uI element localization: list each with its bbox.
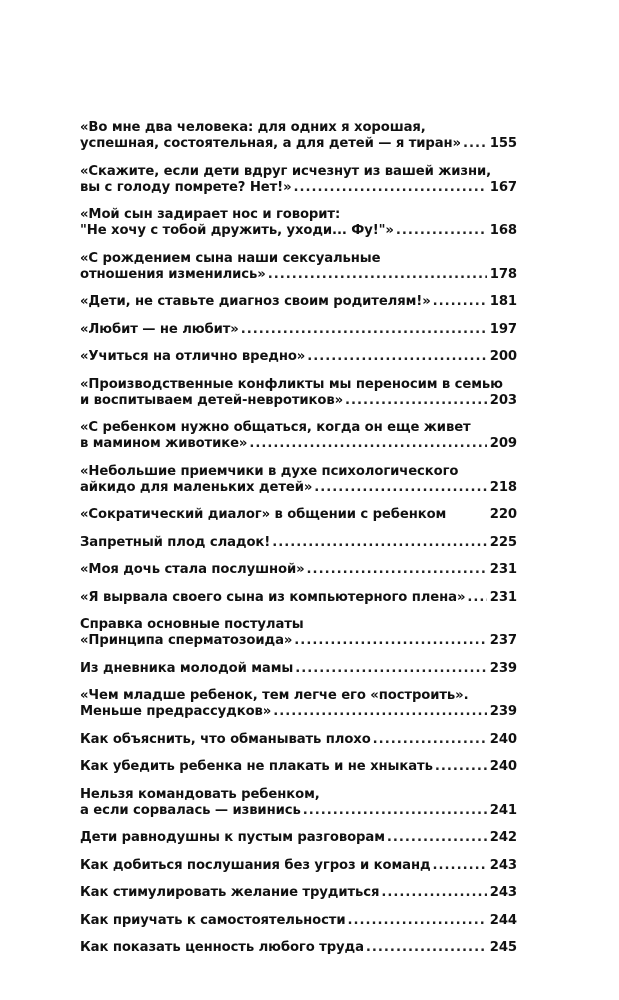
toc-entry	[80, 420, 517, 452]
dot-leader	[241, 322, 487, 338]
toc-page-number: 209	[489, 436, 517, 451]
toc-entry-title-line: Дети равнодушны к пустым разговорам	[80, 830, 385, 845]
dot-leader	[314, 480, 487, 496]
toc-entry	[80, 294, 517, 310]
toc-entry-title-line: отношения изменились»	[80, 266, 266, 282]
toc-page-number: 243	[489, 885, 517, 900]
dot-leader	[294, 633, 486, 649]
dot-leader	[381, 885, 486, 901]
toc-entry	[80, 830, 517, 846]
toc-page-number: 240	[489, 731, 517, 747]
toc-entry-title-line: Меньше предрассудков»	[80, 704, 272, 719]
toc-entry	[80, 940, 517, 956]
toc-entry-title-line: в мамином животике»	[80, 436, 248, 451]
toc-entry-title-line: и воспитываем детей-невротиков»	[80, 392, 343, 408]
toc-entry-title-line: Нельзя командовать ребенком,	[80, 786, 320, 802]
dot-leader	[273, 704, 487, 720]
dot-leader	[295, 661, 487, 677]
toc-entry-title-line: «Учиться на отлично вредно»	[80, 349, 306, 364]
toc-entry-title-line: "Не хочу с тобой дружить, уходи... Фу!"»	[80, 223, 394, 238]
toc-entry-title-line: «С рождением сына наши сексуальные	[80, 250, 381, 266]
toc-entry	[80, 507, 517, 523]
toc-entry-title-line: «Чем младше ребенок, тем легче его «построить».	[80, 688, 469, 703]
toc-page-number: 200	[489, 349, 517, 364]
toc-page-number: 203	[489, 392, 517, 408]
toc-entry-title-line: успешная, состоятельная, а для детей — я тиран»	[80, 136, 461, 151]
toc-entry	[80, 858, 517, 874]
dot-leader	[294, 180, 487, 196]
toc-entry	[80, 688, 517, 720]
dot-leader	[272, 535, 487, 551]
toc-entry-title-line: Как стимулировать желание трудиться	[80, 885, 380, 900]
toc-page-number: 178	[489, 266, 517, 282]
toc-entry	[80, 787, 517, 819]
toc-page-number: 197	[489, 321, 517, 337]
toc-entry-title-line: «С ребенком нужно общаться, когда он еще живет	[80, 420, 471, 435]
toc-entry	[80, 562, 517, 578]
toc-entry-title-line: Справка основные постулаты	[80, 617, 304, 632]
dot-leader	[347, 913, 486, 929]
toc-entry	[80, 322, 517, 338]
toc-entry-title-line: а если сорвалась — извинись	[80, 802, 301, 818]
toc-entry-title-line: «Мой сын задирает нос и говорит:	[80, 207, 341, 222]
toc-entry-title-line: Запретный плод сладок!	[80, 534, 271, 550]
dot-leader	[433, 858, 487, 874]
toc-entry-title-line: «Производственные конфликты мы переносим в семью	[80, 376, 503, 392]
toc-entry-title-line: «Скажите, если дети вдруг исчезнут из вашей жизни,	[80, 163, 491, 179]
toc-entry	[80, 732, 517, 748]
toc-entry-title-line: Как добиться послушания без угроз и команд	[80, 857, 431, 873]
toc-page-number: 241	[489, 802, 517, 818]
toc-entry-title-line: «Небольшие приемчики в духе психологического	[80, 463, 459, 479]
toc-entry	[80, 535, 517, 551]
toc-entry-title-line: Как объяснить, что обманывать плохо	[80, 731, 371, 747]
toc-entry	[80, 207, 517, 239]
toc-page-number: 242	[489, 830, 517, 845]
toc-page-number: 240	[489, 759, 517, 774]
toc-entry-title-line: «Я вырвала своего сына из компьютерного плена»	[80, 589, 466, 605]
toc-entry-title-line: Как приучать к самостоятельности	[80, 912, 346, 928]
toc-page-number: 231	[489, 589, 517, 605]
toc-page-number: 218	[489, 479, 517, 495]
toc-entry	[80, 913, 517, 929]
toc-entry-title-line: Как убедить ребенка не плакать и не хныкать	[80, 759, 433, 774]
toc-entry	[80, 120, 517, 152]
dot-leader	[396, 223, 487, 239]
toc-entry	[80, 661, 517, 677]
toc-entry-title-line: «Дети, не ставьте диагноз своим родителям!»	[80, 294, 431, 309]
toc-page-number: 244	[489, 912, 517, 928]
toc-entry-title-line: «Моя дочь стала послушной»	[80, 562, 305, 577]
dot-leader	[373, 732, 487, 748]
toc-entry	[80, 349, 517, 365]
dot-leader	[307, 562, 487, 578]
toc-page-number: 220	[489, 507, 517, 522]
toc-entry-title-line: вы с голоду помрете? Нет!»	[80, 179, 292, 195]
toc-entry-title-line: «Во мне два человека: для одних я хорошая,	[80, 120, 426, 135]
toc-page-number: 168	[489, 223, 517, 238]
toc-page-number: 225	[489, 534, 517, 550]
toc-page-number: 237	[489, 633, 517, 648]
toc-entry-title-line: «Принципа сперматозоида»	[80, 633, 293, 648]
toc-entry	[80, 617, 517, 649]
toc-entry-title-line: «Сократический диалог» в общении с ребенком	[80, 507, 447, 522]
dot-leader	[249, 436, 486, 452]
toc-entry	[80, 164, 517, 196]
dot-leader	[366, 940, 487, 956]
toc-page-number: 245	[489, 940, 517, 955]
toc-page-number: 155	[489, 136, 517, 151]
dot-leader	[435, 759, 487, 775]
toc-page-number: 181	[489, 294, 517, 309]
toc-entry-title-line: Как показать ценность любого труда	[80, 940, 364, 955]
toc-page-number: 239	[489, 704, 517, 719]
toc-entry	[80, 377, 517, 409]
dot-leader	[303, 803, 487, 819]
toc-entry-title-line: «Любит — не любит»	[80, 321, 239, 337]
dot-leader	[433, 294, 487, 310]
dot-leader	[345, 393, 487, 409]
toc-entry	[80, 251, 517, 283]
toc-entry-title-line: Из дневника молодой мамы	[80, 660, 294, 676]
table-of-contents	[80, 120, 517, 968]
dot-leader	[268, 267, 487, 283]
toc-page-number: 239	[489, 660, 517, 676]
toc-page-number: 231	[489, 562, 517, 577]
dot-leader	[467, 590, 486, 606]
toc-entry-title-line: айкидо для маленьких детей»	[80, 479, 313, 495]
toc-page-number: 167	[489, 179, 517, 195]
toc-entry	[80, 759, 517, 775]
dot-leader	[463, 136, 487, 152]
dot-leader	[387, 830, 487, 846]
dot-leader	[307, 349, 487, 365]
toc-entry	[80, 590, 517, 606]
toc-page-number: 243	[489, 857, 517, 873]
toc-entry	[80, 885, 517, 901]
toc-entry	[80, 464, 517, 496]
